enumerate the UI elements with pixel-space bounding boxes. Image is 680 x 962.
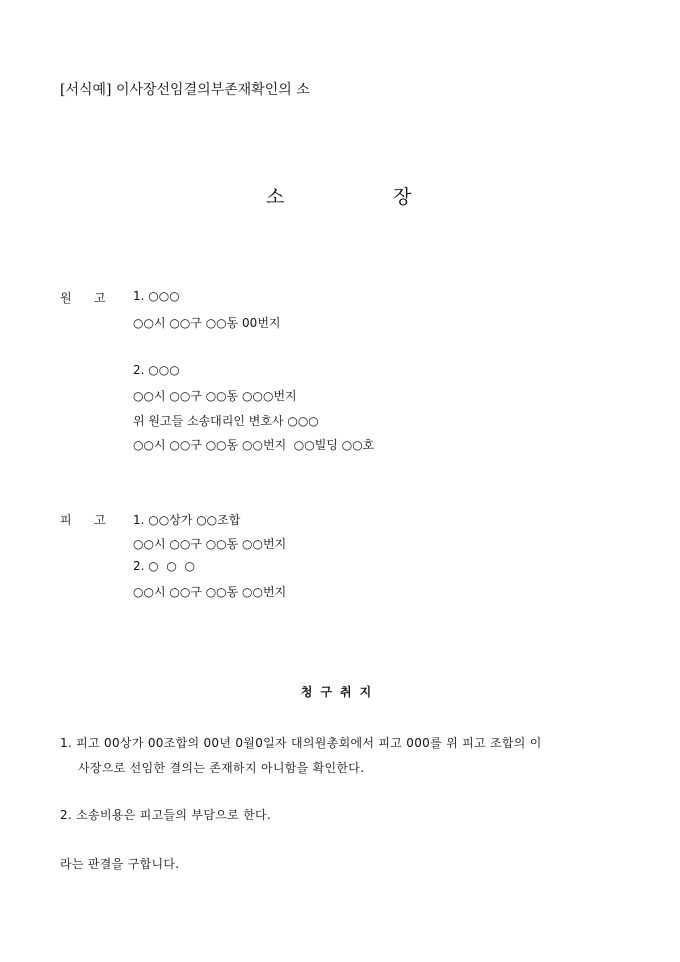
claim-section-heading: 청구취지 bbox=[300, 685, 380, 699]
document-title-second-char: 장 bbox=[393, 186, 412, 208]
defendant-label bbox=[60, 511, 106, 528]
claim-item-2: 2. 소송비용은 피고들의 부담으로 한다. bbox=[60, 808, 272, 822]
plaintiff-attorney-address: ○○시 ○○구 ○○동 ○○번지 ○○빌딩 ○○호 bbox=[133, 438, 375, 452]
closing-statement: 라는 판결을 구합니다. bbox=[60, 857, 180, 871]
document-title-first-char: 소 bbox=[266, 186, 285, 208]
claim-item-1-line-1: 1. 피고 00상가 00조합의 00년 0월0일자 대의원총회에서 피고 000를 위 피고 조합의 이 bbox=[60, 736, 542, 750]
claim-item-1-line-2: 사장으로 선임한 결의는 존재하지 아니함을 확인한다. bbox=[78, 761, 365, 775]
document-header: [서식예] 이사장선임결의부존재확인의 소 bbox=[60, 82, 310, 98]
plaintiff-attorney: 위 원고들 소송대리인 변호사 ○○○ bbox=[133, 414, 319, 428]
defendant-1-name: 1. ○○상가 ○○조합 bbox=[133, 513, 241, 527]
defendant-2-name: 2. ○ ○ ○ bbox=[133, 559, 195, 573]
defendant-label-char-2: 고 bbox=[94, 513, 106, 527]
plaintiff-label-char-1: 원 bbox=[60, 291, 72, 305]
defendant-1-address: ○○시 ○○구 ○○동 ○○번지 bbox=[133, 537, 287, 551]
plaintiff-2-name: 2. ○○○ bbox=[133, 363, 180, 377]
defendant-label-char-1: 피 bbox=[60, 513, 72, 527]
plaintiff-label bbox=[60, 289, 106, 306]
plaintiff-label-char-2: 고 bbox=[94, 291, 106, 305]
plaintiff-1-address: ○○시 ○○구 ○○동 00번지 bbox=[133, 316, 281, 330]
defendant-2-address: ○○시 ○○구 ○○동 ○○번지 bbox=[133, 585, 287, 599]
plaintiff-1-name: 1. ○○○ bbox=[133, 289, 180, 303]
plaintiff-2-address: ○○시 ○○구 ○○동 ○○○번지 bbox=[133, 389, 297, 403]
